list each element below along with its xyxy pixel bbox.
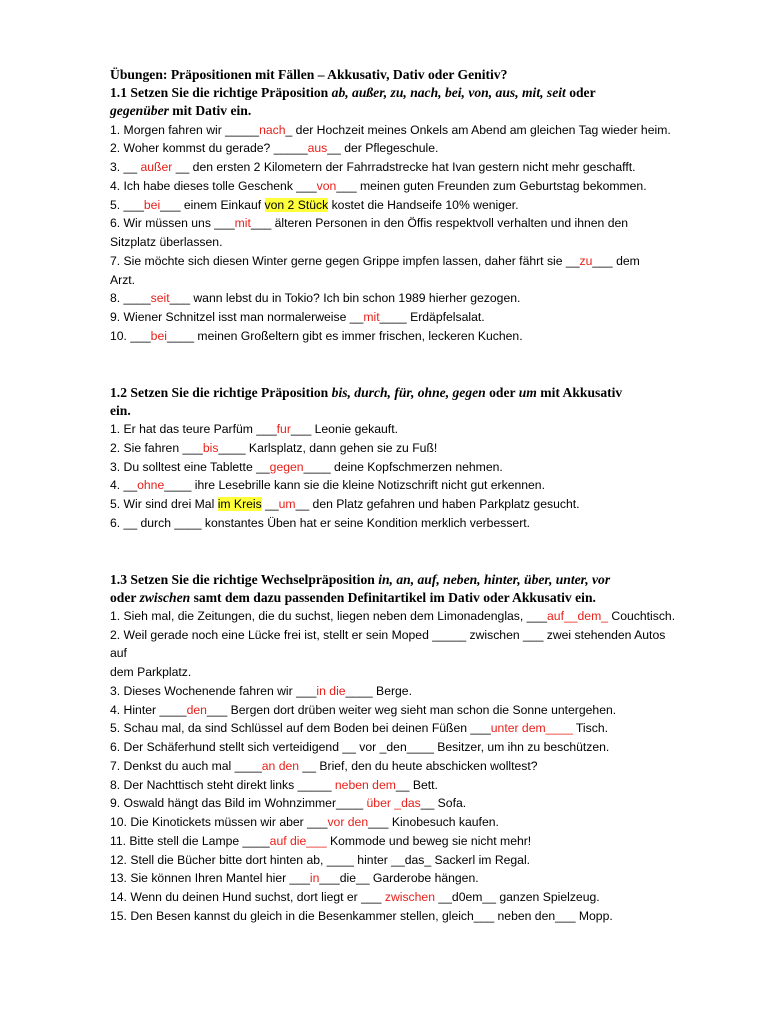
exercise-text: ____ meinen Großeltern gibt es immer frischen, leckeren Kuchen.: [166, 328, 523, 343]
exercise-item: [110, 869, 710, 888]
answer-text: außer: [140, 160, 173, 175]
answer-text: unter dem____: [490, 721, 573, 736]
exercise-text: __: [261, 497, 279, 512]
exercise-item: [110, 514, 710, 533]
exercise-item-continuation: Arzt.: [110, 272, 136, 287]
answer-text: bis: [202, 440, 219, 455]
exercise-text: ____ Erdäpfelsalat.: [379, 310, 485, 325]
exercise-item: [110, 907, 710, 926]
exercise-text: Tisch.: [572, 721, 608, 736]
exercise-text: 4. __: [110, 478, 138, 493]
exercise-text: kostet die Handseife 10% weniger.: [328, 197, 519, 212]
exercise-text: 6. Der Schäferhund stellt sich verteidigend __ vor _den____ Besitzer, um ihn zu beschützen.: [110, 740, 610, 755]
exercise-text: Couchtisch.: [608, 608, 676, 623]
exercise-item: [110, 308, 710, 327]
exercise-text: ___ älteren Personen in den Öffis respektvoll verhalten und ihnen den: [250, 216, 629, 231]
exercise-text: 3. Dieses Wochenende fahren wir ___: [110, 683, 317, 698]
exercise-text: 7. Denkst du auch mal ____: [110, 758, 262, 773]
exercise-text: ___ Leonie gekauft.: [290, 422, 398, 437]
exercise-text: 13. Sie können Ihren Mantel hier ___: [110, 871, 310, 886]
answer-text: bei: [143, 197, 161, 212]
worksheet-title: Übungen: Präpositionen mit Fällen – Akkusativ, Dativ oder Genitiv?: [110, 67, 508, 82]
section-heading: 1.1 Setzen Sie die richtige Präposition ab, außer, zu, nach, bei, von, aus, mit, seit oder: [110, 85, 596, 101]
answer-text: ohne: [137, 478, 165, 493]
exercise-text: 3. Du solltest eine Tablette __: [110, 459, 270, 474]
exercise-text: 4. Ich habe dieses tolle Geschenk ___: [110, 178, 317, 193]
exercise-item: [110, 813, 710, 832]
exercise-item: [110, 420, 710, 439]
section-heading-line2: oder zwischen samt dem dazu passenden Definitartikel im Dativ oder Akkusativ ein.: [110, 589, 596, 605]
exercise-item: [110, 476, 710, 495]
exercise-item: [110, 757, 710, 776]
exercise-item: [110, 682, 710, 701]
exercise-item: [110, 196, 710, 215]
section-heading-line2: ein.: [110, 402, 131, 418]
exercise-text: 15. Den Besen kannst du gleich in die Besenkammer stellen, gleich___ neben den___ Mopp.: [110, 908, 613, 923]
exercise-item: [110, 495, 710, 514]
section-heading: 1.2 Setzen Sie die richtige Präposition bis, durch, für, ohne, gegen oder um mit Akkusativ: [110, 384, 623, 400]
exercise-text: ___ meinen guten Freunden zum Geburtstag bekommen.: [336, 178, 647, 193]
exercise-text: 6. Wir müssen uns ___: [110, 216, 235, 231]
exercise-text: 14. Wenn du deinen Hund suchst, dort liegt er ___: [110, 890, 385, 905]
exercise-text: 11. Bitte stell die Lampe ____: [110, 833, 270, 848]
exercise-item: [110, 458, 710, 477]
answer-text: in: [309, 871, 320, 886]
exercise-item: [110, 738, 710, 757]
exercise-text: 1. Er hat das teure Parfüm ___: [110, 422, 277, 437]
answer-text: aus: [307, 141, 328, 156]
answer-text: zwischen: [384, 890, 435, 905]
section-heading-line2: gegenüber mit Dativ ein.: [110, 103, 252, 119]
section-heading: 1.3 Setzen Sie die richtige Wechselpräposition in, an, auf, neben, hinter, über, unter, vor: [110, 571, 611, 587]
exercise-text: __ Bett.: [395, 777, 438, 792]
exercise-text: ____ ihre Lesebrille kann sie die kleine Notizschrift nicht gut erkennen.: [164, 478, 545, 493]
exercise-item: [110, 439, 710, 458]
answer-text: gegen: [269, 459, 304, 474]
exercise-item: [110, 626, 710, 645]
exercise-item: [110, 701, 710, 720]
answer-text: über _das: [366, 796, 421, 811]
exercise-text: ____ Karlsplatz, dann gehen sie zu Fuß!: [218, 440, 438, 455]
exercise-text: __d0em__ ganzen Spielzeug.: [434, 890, 600, 905]
exercise-text: __ Brief, den du heute abschicken wolltest?: [299, 758, 538, 773]
worksheet-page: [110, 66, 710, 926]
answer-text: seit: [150, 291, 170, 306]
exercise-item-continuation: auf: [110, 646, 127, 661]
exercise-text: ____ Berge.: [345, 683, 412, 698]
answer-text: auf__dem_: [547, 608, 609, 623]
exercise-text: 2. Weil gerade noch eine Lücke frei ist, stellt er sein Moped _____ zwischen ___ zwei stehenden Autos: [110, 627, 666, 642]
exercise-text: 10. Die Kinotickets müssen wir aber ___: [110, 815, 328, 830]
exercise-text: 4. Hinter ____: [110, 702, 187, 717]
exercise-item: [110, 289, 710, 308]
section-1-2: [110, 384, 710, 533]
exercise-text: __ Sofa.: [420, 796, 467, 811]
exercise-item-continuation: dem Parkplatz.: [110, 665, 192, 680]
exercise-text: 8. ____: [110, 291, 151, 306]
answer-text: auf die___: [269, 833, 327, 848]
exercise-list: [110, 121, 710, 346]
exercise-item: [110, 832, 710, 851]
exercise-item: [110, 888, 710, 907]
exercise-text: 1. Morgen fahren wir _____: [110, 122, 260, 137]
exercise-text: 7. Sie möchte sich diesen Winter gerne gegen Grippe impfen lassen, daher fährt sie __: [110, 253, 580, 268]
answer-text: neben dem: [334, 777, 396, 792]
exercise-text: 1. Sieh mal, die Zeitungen, die du suchst, liegen neben dem Limonadenglas, ___: [110, 608, 548, 623]
exercise-item: [110, 794, 710, 813]
answer-text: nach: [259, 122, 286, 137]
exercise-text: ____ deine Kopfschmerzen nehmen.: [303, 459, 503, 474]
exercise-text: __ den Platz gefahren und haben Parkplatz gesucht.: [295, 497, 580, 512]
exercise-text: 5. ___: [110, 197, 144, 212]
section-1-3: [110, 571, 710, 926]
exercise-text: _ der Hochzeit meines Onkels am Abend am gleichen Tag wieder heim.: [285, 122, 671, 137]
exercise-item: [110, 851, 710, 870]
exercise-text: 5. Schau mal, da sind Schlüssel auf dem Boden bei deinen Füßen ___: [110, 721, 491, 736]
section-1-1: [110, 84, 710, 345]
answer-text: den: [186, 702, 207, 717]
exercise-item: [110, 719, 710, 738]
exercise-list: [110, 420, 710, 533]
exercise-item: [110, 121, 710, 140]
exercise-text: ___ Kinobesuch kaufen.: [368, 815, 499, 830]
exercise-list: [110, 607, 710, 926]
exercise-item-continuation: Sitzplatz überlassen.: [110, 235, 223, 250]
exercise-text: 6. __ durch ____ konstantes Üben hat er seine Kondition merklich verbessert.: [110, 515, 531, 530]
answer-text: mit: [363, 310, 380, 325]
exercise-item: [110, 177, 710, 196]
answer-text: in die: [316, 683, 346, 698]
answer-text: fur: [276, 422, 291, 437]
exercise-text: 2. Woher kommst du gerade? _____: [110, 141, 308, 156]
exercise-text: 9. Oswald hängt das Bild im Wohnzimmer____: [110, 796, 367, 811]
exercise-text: 3. __: [110, 160, 141, 175]
answer-text: vor den: [327, 815, 369, 830]
exercise-text: __ den ersten 2 Kilometern der Fahrradstrecke hat Ivan gestern nicht mehr geschafft.: [172, 160, 636, 175]
exercise-item: [110, 214, 710, 233]
highlighted-phrase: im Kreis: [217, 497, 262, 512]
exercise-item: [110, 252, 710, 271]
exercise-text: ___ wann lebst du in Tokio? Ich bin schon 1989 hierher gezogen.: [169, 291, 521, 306]
exercise-text: __ der Pflegeschule.: [327, 141, 439, 156]
exercise-item: [110, 139, 710, 158]
exercise-text: 5. Wir sind drei Mal: [110, 497, 218, 512]
answer-text: von: [316, 178, 337, 193]
exercise-item: [110, 158, 710, 177]
answer-text: bei: [150, 328, 167, 343]
answer-text: zu: [579, 253, 593, 268]
exercise-text: 8. Der Nachttisch steht direkt links _____: [110, 777, 335, 792]
answer-text: an den: [261, 758, 300, 773]
exercise-text: Kommode und beweg sie nicht mehr!: [326, 833, 532, 848]
answer-text: um: [278, 497, 296, 512]
exercise-text: 2. Sie fahren ___: [110, 440, 203, 455]
exercise-text: ___ dem: [592, 253, 640, 268]
exercise-text: ___ Bergen dort drüben weiter weg sieht man schon die Sonne untergehen.: [206, 702, 617, 717]
exercise-text: ___ einem Einkauf: [160, 197, 265, 212]
exercise-text: 9. Wiener Schnitzel isst man normalerweise __: [110, 310, 364, 325]
exercise-item: [110, 327, 710, 346]
answer-text: mit: [234, 216, 251, 231]
exercise-item: [110, 607, 710, 626]
exercise-text: 12. Stell die Bücher bitte dort hinten ab, ____ hinter __das_ Sackerl im Regal.: [110, 852, 531, 867]
exercise-text: 10. ___: [110, 328, 151, 343]
exercise-item: [110, 776, 710, 795]
exercise-text: ___die__ Garderobe hängen.: [319, 871, 479, 886]
highlighted-phrase: von 2 Stück: [264, 197, 329, 212]
